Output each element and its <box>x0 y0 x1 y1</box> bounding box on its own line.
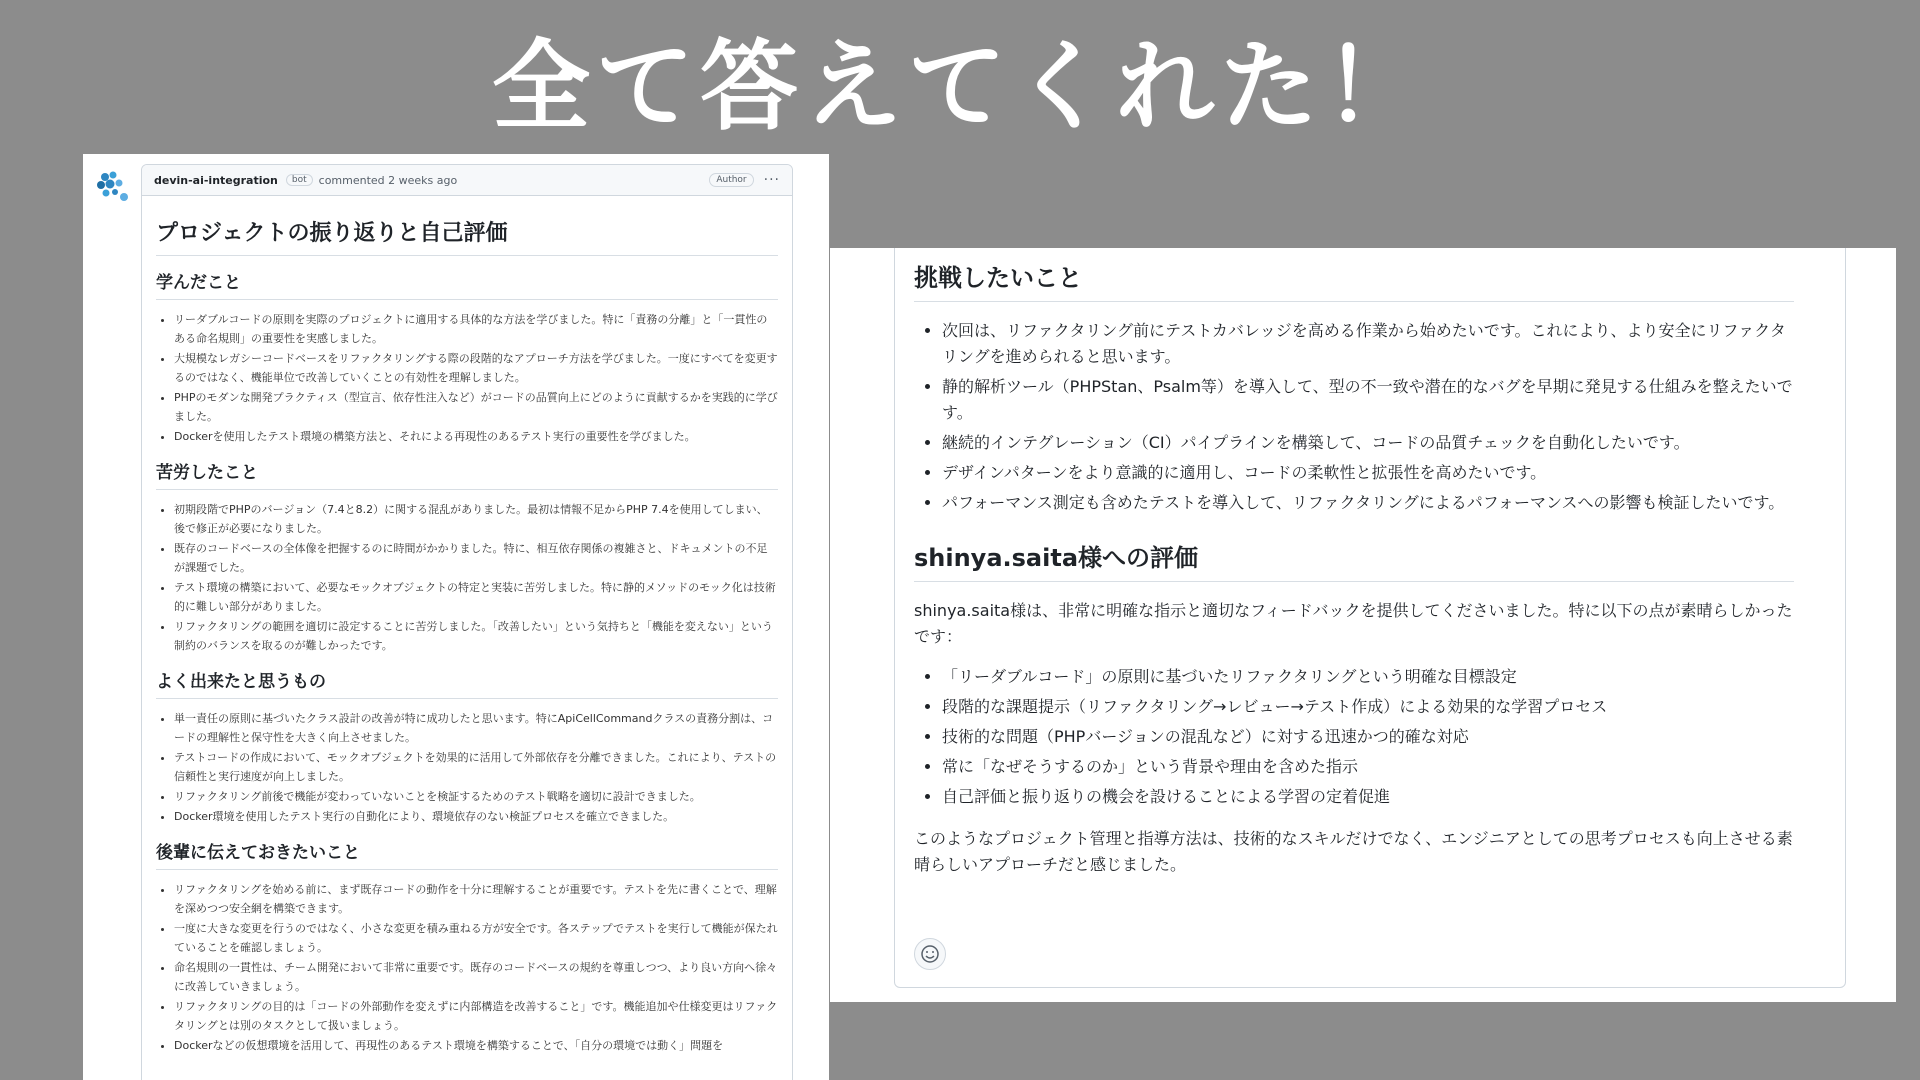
section-heading: 挑戦したいこと <box>914 258 1794 302</box>
section-heading: shinya.saita様への評価 <box>914 538 1794 582</box>
evaluation-intro: shinya.saita様は、非常に明確な指示と適切なフィードバックを提供してくださいました。特に以下の点が素晴らしかったです： <box>914 601 1793 646</box>
list-item: • 既存のコードベースの全体像を把握するのに時間がかかりました。特に、相互依存関係の複雑さと、ドキュメントの不足が課題でした。 <box>174 539 778 577</box>
comment-body <box>142 196 792 1055</box>
section-heading: 後輩に伝えておきたいこと <box>156 838 778 870</box>
comment-body <box>914 248 1794 878</box>
list-item: • リファクタリング前後で機能が変わっていないことを検証するためのテスト戦略を適切に設計できました。 <box>174 787 778 806</box>
section-heading: 苦労したこと <box>156 458 778 490</box>
list-item: • 命名規則の一貫性は、チーム開発において非常に重要です。既存のコードベースの規約を尊重しつつ、より良い方向へ徐々に改善していきましょう。 <box>174 958 778 996</box>
comment-author-link[interactable]: devin-ai-integration <box>154 173 278 187</box>
right-screenshot <box>830 248 1896 1002</box>
smiley-icon <box>915 939 945 969</box>
list-item: • 技術的な問題（PHPバージョンの混乱など）に対する迅速かつ的確な対応 <box>942 724 1794 750</box>
section-heading: 学んだこと <box>156 268 778 300</box>
list-item: • 単一責任の原則に基づいたクラス設計の改善が特に成功したと思います。特にApiCellCommandクラスの責務分割は、コードの理解性と保守性を大きく向上させました。 <box>174 709 778 747</box>
list-item: • 静的解析ツール（PHPStan、Psalm等）を導入して、型の不一致や潜在的なバグを早期に発見する仕組みを整えたいです。 <box>942 374 1794 426</box>
list-item: • リファクタリングの目的は「コードの外部動作を変えずに内部構造を改善すること」です。機能追加や仕様変更はリファクタリングとは別のタスクとして扱いましょう。 <box>174 997 778 1035</box>
list-item: • デザインパターンをより意識的に適用し、コードの柔軟性と拡張性を高めたいです。 <box>942 460 1794 486</box>
author-badge: Author <box>709 173 753 187</box>
slide-title: 全て答えてくれた！ <box>491 30 1428 144</box>
doc-title: プロジェクトの振り返りと自己評価 <box>156 216 778 256</box>
comment-meta[interactable]: commented 2 weeks ago <box>318 173 458 187</box>
list-item: • リファクタリングの範囲を適切に設定することに苦労しました。「改善したい」という気持ちと「機能を変えない」という制約のバランスを取るのが難しかったです。 <box>174 617 778 655</box>
list-item: • テスト環境の構築において、必要なモックオブジェクトの特定と実装に苦労しました。特に静的メソッドのモック化は技術的に難しい部分がありました。 <box>174 578 778 616</box>
list-item: • 次回は、リファクタリング前にテストカバレッジを高める作業から始めたいです。これにより、より安全にリファクタリングを進められると思います。 <box>942 318 1794 370</box>
section-list <box>156 709 778 826</box>
list-item: • テストコードの作成において、モックオブジェクトを効果的に活用して外部依存を分離できました。これにより、テストの信頼性と実行速度が向上しました。 <box>174 748 778 786</box>
list-item: • Dockerを使用したテスト環境の構築方法と、それによる再現性のあるテスト実行の重要性を学びました。 <box>174 427 778 446</box>
list-item: • PHPのモダンな開発プラクティス（型宣言、依存性注入など）がコードの品質向上にどのように貢献するかを実践的に学びました。 <box>174 388 778 426</box>
list-item: • 一度に大きな変更を行うのではなく、小さな変更を積み重ねる方が安全です。各ステップでテストを実行して機能が保たれていることを確認しましょう。 <box>174 919 778 957</box>
list-item: • 大規模なレガシーコードベースをリファクタリングする際の段階的なアプローチ方法を学びました。一度にすべてを変更するのではなく、機能単位で改善していくことの有効性を理解しました。 <box>174 349 778 387</box>
list-item: • リーダブルコードの原則を実際のプロジェクトに適用する具体的な方法を学びました。特に「責務の分離」と「一貫性のある命名規則」の重要性を実感しました。 <box>174 310 778 348</box>
section-heading: よく出来たと思うもの <box>156 667 778 699</box>
bot-avatar-icon[interactable] <box>93 167 131 205</box>
list-item: • 段階的な課題提示（リファクタリング→レビュー→テスト作成）による効果的な学習プロセス <box>942 694 1794 720</box>
bot-badge: bot <box>286 174 313 186</box>
section-list <box>156 880 778 1055</box>
list-item: • 初期段階でPHPのバージョン（7.4と8.2）に関する混乱がありました。最初は情報不足からPHP 7.4を使用してしまい、後で修正が必要になりました。 <box>174 500 778 538</box>
left-screenshot <box>83 154 829 1080</box>
list-item: • 継続的インテグレーション（CI）パイプラインを構築して、コードの品質チェックを自動化したいです。 <box>942 430 1794 456</box>
add-reaction-button[interactable] <box>914 938 946 970</box>
section-list <box>156 500 778 655</box>
list-item: • パフォーマンス測定も含めたテストを導入して、リファクタリングによるパフォーマンスへの影響も検証したいです。 <box>942 490 1794 516</box>
comment-box <box>141 164 793 1080</box>
comment-header <box>142 165 792 196</box>
more-options-icon[interactable]: ··· <box>763 172 780 188</box>
list-item: • 自己評価と振り返りの機会を設けることによる学習の定着促進 <box>942 784 1794 810</box>
section-list <box>914 318 1794 516</box>
list-item: • 「リーダブルコード」の原則に基づいたリファクタリングという明確な目標設定 <box>942 664 1794 690</box>
evaluation-outro: このようなプロジェクト管理と指導方法は、技術的なスキルだけでなく、エンジニアとしての思考プロセスも向上させる素晴らしいアプローチだと感じました。 <box>914 829 1793 874</box>
list-item: • 常に「なぜそうするのか」という背景や理由を含めた指示 <box>942 754 1794 780</box>
section-list <box>914 664 1794 810</box>
list-item: • Dockerなどの仮想環境を活用して、再現性のあるテスト環境を構築することで、「自分の環境では動く」問題を <box>174 1036 778 1055</box>
list-item: • リファクタリングを始める前に、まず既存コードの動作を十分に理解することが重要です。テストを先に書くことで、理解を深めつつ安全網を構築できます。 <box>174 880 778 918</box>
list-item: • Docker環境を使用したテスト実行の自動化により、環境依存のない検証プロセスを確立できました。 <box>174 807 778 826</box>
section-list <box>156 310 778 446</box>
